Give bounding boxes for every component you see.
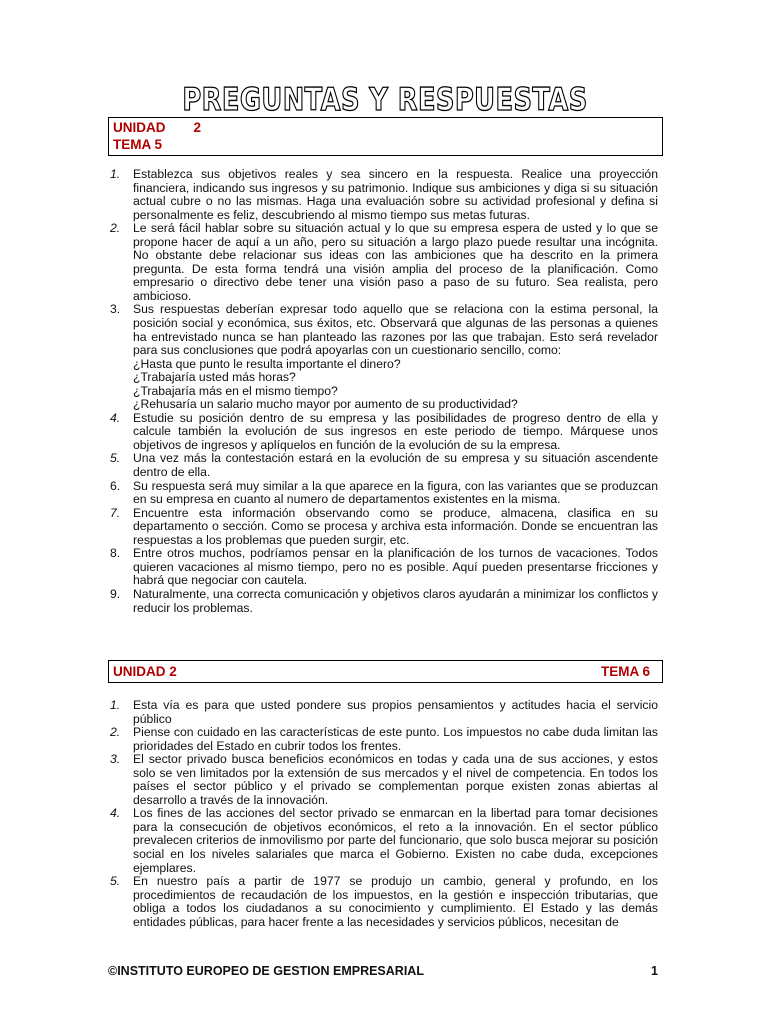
copyright-text: ©INSTITUTO EUROPEO DE GESTION EMPRESARIAL [108, 964, 424, 978]
answer-number: 9. [110, 586, 121, 601]
answer-text: Encuentre esta información observando como se produce, almacena, clasifica en su departamento o sección. Como se procesa y archiva esta información. Donde se encuentran las respuestas a los problemas que pueden surgir, etc. [133, 505, 658, 547]
answer-text: Los fines de las acciones del sector privado se enmarcan en la libertad para tomar decisiones para la consecución de objetivos económicos, el reto a la innovación. En el sector público prevalecen criterios de inmovilismo por parte del funcionario, que solo busca mejorar su posición social en los niveles salariales que marca el Gobierno. Existen no cabe duda, excepciones ejemplares. [133, 806, 658, 875]
question-line: ¿Hasta que punto le resulta importante el dinero? [133, 356, 401, 371]
answer-text: Estudie su posición dentro de su empresa y las posibilidades de progreso dentro de ella y calcule también la evolución de sus ingresos en este periodo de tiempo. Márquese unos objetivos de ingresos y aplíquelos en función de la evolución de su la empresa. [133, 410, 658, 452]
answer-number: 3. [110, 752, 121, 767]
answer-text: Establezca sus objetivos reales y sea sincero en la respuesta. Realice una proyección financiera, indicando sus ingresos y su patrimonio. Indique sus ambiciones y diga si su situación actual cubre o no las mismas. Haga una evaluación sobre su actividad profesional y defina si personalmente es feliz, descubriendo al mismo tiempo sus metas futuras. [133, 167, 658, 222]
answer-item [108, 753, 658, 807]
answer-number: 3. [110, 302, 121, 317]
answer-number: 8. [110, 546, 121, 561]
answer-item [108, 412, 658, 453]
answer-text: Naturalmente, una correcta comunicación y objetivos claros ayudarán a minimizar los conflictos y reducir los problemas. [133, 586, 658, 615]
unit-label: UNIDAD 2 [113, 664, 177, 679]
answer-number: 2. [110, 221, 121, 236]
tema-label: TEMA 5 [113, 136, 163, 152]
answer-text: En nuestro país a partir de 1977 se produjo un cambio, general y profundo, en los procedimientos de recaudación de los impuestos, en la gestión e inspección tributarias, que obliga a todos los ciudadanos a su conocimiento y cumplimiento. El Estado y las demás entidades públicas, para hacer frente a las necesidades y servicios públicos, necesitan de [133, 874, 658, 929]
unit-header-tema-5 [108, 117, 663, 156]
answer-text: Una vez más la contestación estará en la evolución de su empresa y su situación ascendente dentro de ella. [133, 451, 658, 480]
question-line: ¿Rehusaría un salario mucho mayor por aumento de su productividad? [133, 397, 518, 412]
question-line: ¿Trabajaría más en el mismo tiempo? [133, 383, 338, 398]
unit-number: 2 [193, 120, 202, 135]
unit-label: UNIDAD [113, 120, 166, 135]
page-number: 1 [651, 964, 658, 978]
unit-header-tema-6 [108, 660, 663, 683]
answer-number: 5. [110, 874, 121, 889]
answer-number: 1. [110, 167, 121, 181]
answer-number: 4. [110, 410, 121, 425]
answer-text: El sector privado busca beneficios económicos en todas y cada una de sus acciones, y estos solo se ven limitados por la extensión de sus mercados y el nivel de competencia. En todos los países el sector público y el privado se complementan porque existen zonas abiertas al desarrollo a través de la innovación. [133, 752, 658, 807]
question-line: ¿Trabajaría usted más horas? [133, 370, 296, 385]
answer-item [108, 452, 658, 479]
answer-item [108, 480, 658, 507]
answer-number: 2. [110, 725, 121, 740]
answer-text: Piense con cuidado en las características de este punto. Los impuestos no cabe duda limitan las prioridades del Estado en cubrir todos los frentes. [133, 725, 658, 753]
answer-item [108, 588, 658, 615]
answer-text: Entre otros muchos, podríamos pensar en la planificación de los turnos de vacaciones. Todos quieren vacaciones al mismo tiempo, pero no es posible. Aquí pueden presentarse fricciones y habrá que negociar con cautela. [133, 546, 658, 588]
page-title: PREGUNTAS Y RESPUESTAS [182, 82, 588, 118]
footer [108, 964, 658, 978]
answer-number: 5. [110, 451, 121, 466]
answer-text: Esta vía es para que usted pondere sus propios pensamientos y actitudes hacia el servicio público [133, 699, 658, 726]
answer-number: 6. [110, 478, 121, 493]
tema-label: TEMA 6 [600, 664, 650, 679]
answers-list-tema-5 [108, 168, 658, 615]
answer-item [108, 875, 658, 929]
answer-item [108, 699, 658, 726]
answer-number: 7. [110, 505, 121, 520]
answer-number: 1. [110, 699, 121, 712]
answer-item [108, 222, 658, 303]
answer-number: 4. [110, 806, 121, 821]
answer-text: Sus respuestas deberían expresar todo aquello que se relaciona con la estima personal, la posición social y económica, sus éxitos, etc. Observará que algunas de las personas a quienes ha entrevistado nunca se han planteado las razones por las que trabajan. Esto será revelador para sus conclusiones que podrá apoyarlas con un cuestionario sencillo, como: [133, 302, 658, 358]
answer-item [108, 807, 658, 875]
answer-item [108, 303, 658, 411]
answer-item [108, 547, 658, 588]
answer-text: Le será fácil hablar sobre su situación actual y lo que su empresa espera de usted y lo que se propone hacer de aquí a un año, pero su situación a largo plazo puede resultar una incógnita. No obstante debe relacionar sus ideas con las ambiciones que ha descrito en la primera pregunta. De esta forma tendrá una visión amplia del proceso de la planificación. Como empresario o directivo debe tener una visión paso a paso de su futuro. Sea realista, pero ambicioso. [133, 221, 658, 303]
answer-item [108, 507, 658, 548]
answer-text: Su respuesta será muy similar a la que aparece en la figura, con las variantes que se produzcan en su empresa en cuanto al numero de departamentos existentes en la misma. [133, 478, 658, 507]
answers-list-tema-6 [108, 699, 658, 939]
answer-item [108, 726, 658, 753]
answer-item [108, 168, 658, 222]
